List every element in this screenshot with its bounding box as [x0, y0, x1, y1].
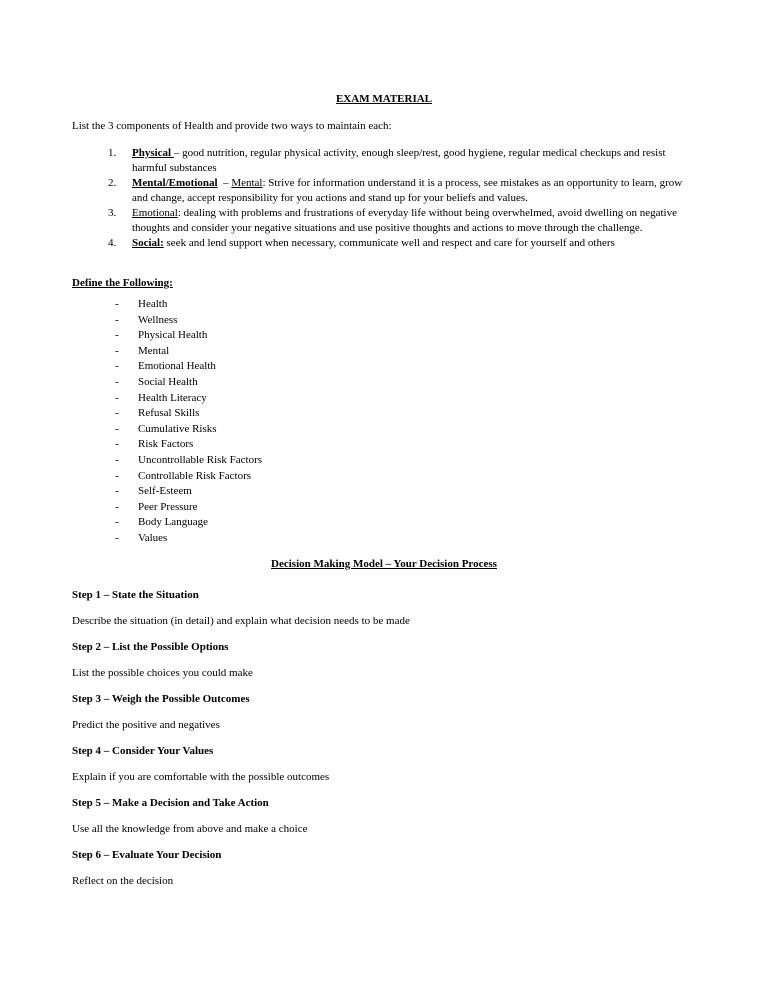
decision-model-heading: Decision Making Model – Your Decision Process	[271, 558, 497, 570]
step-description: List the possible choices you could make	[72, 667, 253, 679]
step-description: Use all the knowledge from above and make a choice	[72, 823, 308, 835]
term-label: Risk Factors	[138, 438, 194, 451]
component-text: : dealing with problems and frustrations of everyday life without being overwhelmed, avoid dwelling on negative thoughts and consider your negative situations and use positive thoughts and actions to move through the challenge.	[132, 207, 677, 234]
term-label: Health	[138, 298, 168, 310]
dash-bullet: -	[115, 344, 119, 357]
dash-bullet: -	[115, 516, 119, 529]
components-list	[108, 146, 698, 251]
term-item	[108, 500, 262, 516]
term-label: Self-Esteem	[138, 485, 192, 498]
term-item	[108, 406, 262, 422]
page-title: EXAM MATERIAL	[335, 93, 433, 105]
dash-bullet: -	[115, 298, 119, 310]
term-item	[108, 422, 262, 438]
item-number: 4.	[108, 237, 117, 249]
term-item	[108, 484, 262, 500]
list-item	[108, 206, 698, 236]
term-item	[108, 453, 262, 469]
dash-bullet: -	[115, 438, 119, 451]
step-description: Explain if you are comfortable with the possible outcomes	[72, 771, 330, 783]
term-label: Emotional Health	[138, 360, 216, 373]
intro-text: List the 3 components of Health and provide two ways to maintain each:	[72, 120, 392, 132]
item-number: 2.	[108, 177, 117, 189]
step-description: Predict the positive and negatives	[72, 719, 220, 731]
component-text: : Strive for information understand it is a process, see mistakes as an opportunity to learn, grow and change, accept responsibility for you actions and stand up for your beliefs and values.	[132, 177, 683, 204]
step-title: Step 3 – Weigh the Possible Outcomes	[72, 693, 250, 705]
component-text: seek and lend support when necessary, communicate well and respect and care for yourself and others	[163, 237, 615, 249]
terms-list	[108, 297, 262, 547]
term-item	[108, 344, 262, 360]
term-item	[108, 328, 262, 344]
step-title: Step 6 – Evaluate Your Decision	[72, 849, 222, 861]
dash-bullet: -	[115, 531, 119, 544]
term-item	[108, 359, 262, 375]
dash-bullet: -	[115, 391, 119, 404]
dash-bullet: -	[115, 485, 119, 498]
component-text: – good nutrition, regular physical activity, enough sleep/rest, good hygiene, regular medical checkups and resist harmful substances	[132, 147, 666, 174]
step-title: Step 4 – Consider Your Values	[72, 745, 214, 757]
term-item	[108, 375, 262, 391]
item-number: 3.	[108, 207, 117, 219]
component-sublabel: Emotional	[132, 207, 178, 219]
dash-bullet: -	[115, 375, 119, 388]
term-label: Uncontrollable Risk Factors	[138, 453, 263, 466]
step-description: Reflect on the decision	[72, 875, 174, 887]
dash-bullet: -	[115, 469, 119, 482]
dash-bullet: -	[115, 500, 119, 513]
term-label: Body Language	[138, 516, 208, 529]
item-number: 1.	[108, 147, 117, 159]
term-item	[108, 391, 262, 407]
dash-bullet: -	[115, 329, 119, 342]
dash-bullet: -	[115, 360, 119, 373]
dash-bullet: -	[115, 453, 119, 466]
component-label: Mental/Emotional	[132, 177, 218, 189]
term-label: Social Health	[138, 375, 198, 388]
list-item	[108, 146, 698, 176]
component-sublabel: Mental	[231, 177, 263, 189]
term-label: Cumulative Risks	[138, 422, 217, 435]
list-item	[108, 236, 698, 251]
term-label: Wellness	[138, 313, 178, 326]
component-text-pre: –	[217, 177, 232, 189]
term-label: Peer Pressure	[138, 500, 198, 513]
step-title: Step 5 – Make a Decision and Take Action	[72, 797, 269, 809]
step-description: Describe the situation (in detail) and explain what decision needs to be made	[72, 615, 410, 627]
term-item	[108, 469, 262, 485]
component-label: Social:	[132, 237, 164, 249]
define-heading: Define the Following:	[72, 277, 173, 289]
term-item	[108, 437, 262, 453]
term-label: Refusal Skills	[138, 407, 200, 420]
term-item	[108, 515, 262, 531]
term-label: Values	[138, 531, 168, 544]
dash-bullet: -	[115, 313, 119, 326]
term-item	[108, 313, 262, 329]
step-title: Step 1 – State the Situation	[72, 589, 199, 601]
dash-bullet: -	[115, 407, 119, 420]
term-label: Physical Health	[138, 329, 208, 342]
term-label: Mental	[138, 344, 170, 357]
component-label: Physical	[132, 147, 174, 159]
step-title: Step 2 – List the Possible Options	[72, 641, 229, 653]
term-item	[108, 297, 262, 313]
list-item	[108, 176, 698, 206]
term-item	[108, 531, 262, 547]
term-label: Health Literacy	[138, 391, 207, 404]
dash-bullet: -	[115, 422, 119, 435]
term-label: Controllable Risk Factors	[138, 469, 252, 482]
